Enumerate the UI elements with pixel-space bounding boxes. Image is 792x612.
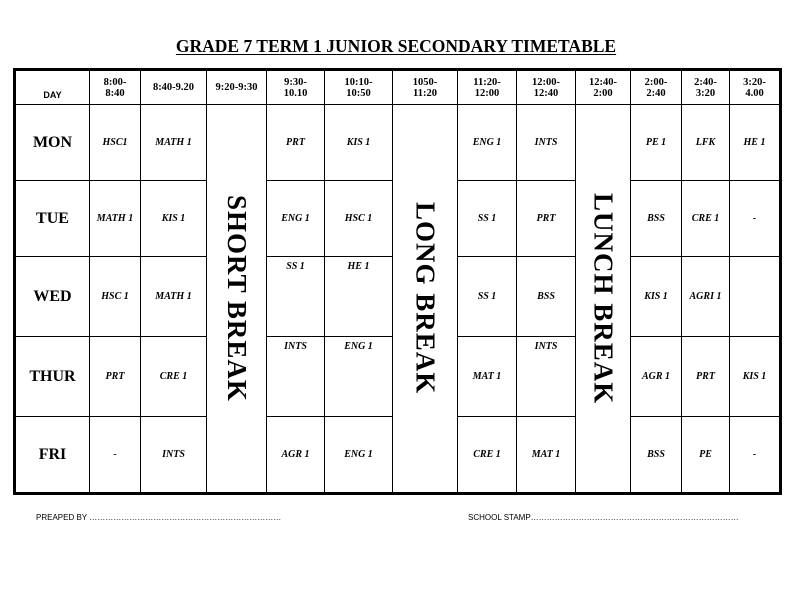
time-header: 1050- 11:20 <box>393 70 458 105</box>
lesson-cell: AGR 1 <box>631 337 682 417</box>
time-header: 3:20- 4.00 <box>730 70 781 105</box>
time-header: 9:30- 10.10 <box>267 70 325 105</box>
lesson-cell: - <box>90 417 141 494</box>
lunch-break-label: LUNCH BREAK <box>588 192 619 405</box>
time-header: 9:20-9:30 <box>207 70 267 105</box>
lesson-cell: PRT <box>267 105 325 181</box>
page-title: GRADE 7 TERM 1 JUNIOR SECONDARY TIMETABLE <box>175 36 617 56</box>
lesson-cell <box>730 257 781 337</box>
long-break-label: LONG BREAK <box>410 202 441 395</box>
time-header: 8:00- 8:40 <box>90 70 141 105</box>
lesson-cell: SS 1 <box>267 257 325 337</box>
lesson-cell: ENG 1 <box>267 181 325 257</box>
day-header: DAY <box>15 70 90 105</box>
lesson-cell: BSS <box>631 417 682 494</box>
time-header: 2:40- 3:20 <box>682 70 730 105</box>
timetable <box>13 68 782 495</box>
lesson-cell: MATH 1 <box>141 257 207 337</box>
lesson-cell: CRE 1 <box>458 417 517 494</box>
lesson-cell: INTS <box>267 337 325 417</box>
short-break-label: SHORT BREAK <box>222 195 252 402</box>
lesson-cell: HSC1 <box>90 105 141 181</box>
time-header: 10:10- 10:50 <box>325 70 393 105</box>
lesson-cell: LFK <box>682 105 730 181</box>
short-break-column <box>207 105 267 494</box>
school-stamp-line: SCHOOL STAMP…………………………………………………………………… <box>468 513 739 522</box>
lesson-cell: PRT <box>682 337 730 417</box>
lesson-cell: KIS 1 <box>730 337 781 417</box>
lesson-cell: PE 1 <box>631 105 682 181</box>
lesson-cell: SS 1 <box>458 181 517 257</box>
lesson-cell: KIS 1 <box>631 257 682 337</box>
lesson-cell: PRT <box>517 181 576 257</box>
time-header: 11:20- 12:00 <box>458 70 517 105</box>
lesson-cell: INTS <box>141 417 207 494</box>
time-header: 8:40-9.20 <box>141 70 207 105</box>
time-header: 12:40- 2:00 <box>576 70 631 105</box>
day-label: MON <box>15 105 90 181</box>
time-header: 2:00- 2:40 <box>631 70 682 105</box>
table-row <box>15 105 781 181</box>
prepared-by-line: PREAPED BY ……………………………………………………………… <box>36 513 282 522</box>
day-label: THUR <box>15 337 90 417</box>
lesson-cell: CRE 1 <box>141 337 207 417</box>
time-header: 12:00- 12:40 <box>517 70 576 105</box>
lesson-cell: PE <box>682 417 730 494</box>
lesson-cell: BSS <box>517 257 576 337</box>
long-break-column <box>393 105 458 494</box>
lesson-cell: ENG 1 <box>458 105 517 181</box>
lesson-cell: HSC 1 <box>325 181 393 257</box>
lesson-cell: - <box>730 417 781 494</box>
lesson-cell: KIS 1 <box>325 105 393 181</box>
lesson-cell: HE 1 <box>325 257 393 337</box>
lesson-cell: MAT 1 <box>458 337 517 417</box>
lesson-cell: INTS <box>517 337 576 417</box>
day-label: FRI <box>15 417 90 494</box>
lesson-cell: ENG 1 <box>325 337 393 417</box>
lunch-break-column <box>576 105 631 494</box>
lesson-cell: AGR 1 <box>267 417 325 494</box>
lesson-cell: AGRI 1 <box>682 257 730 337</box>
lesson-cell: HSC 1 <box>90 257 141 337</box>
lesson-cell: MATH 1 <box>141 105 207 181</box>
lesson-cell: - <box>730 181 781 257</box>
lesson-cell: SS 1 <box>458 257 517 337</box>
header-row <box>15 70 781 105</box>
lesson-cell: BSS <box>631 181 682 257</box>
lesson-cell: ENG 1 <box>325 417 393 494</box>
lesson-cell: KIS 1 <box>141 181 207 257</box>
lesson-cell: MATH 1 <box>90 181 141 257</box>
lesson-cell: PRT <box>90 337 141 417</box>
day-label: WED <box>15 257 90 337</box>
lesson-cell: INTS <box>517 105 576 181</box>
lesson-cell: MAT 1 <box>517 417 576 494</box>
lesson-cell: CRE 1 <box>682 181 730 257</box>
lesson-cell: HE 1 <box>730 105 781 181</box>
day-label: TUE <box>15 181 90 257</box>
